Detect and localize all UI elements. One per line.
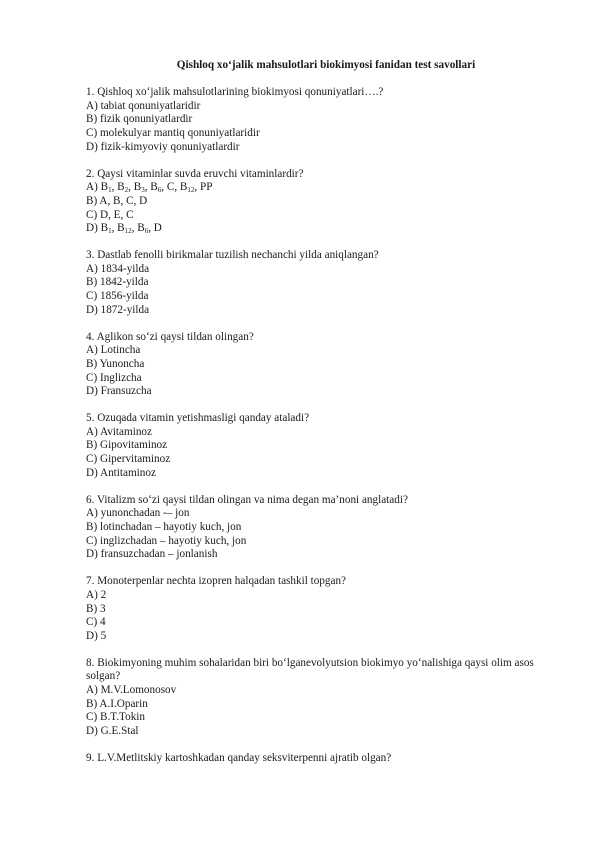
question-text: 2. Qaysi vitaminlar suvda eruvchi vitaminlardir?: [86, 167, 304, 180]
answer-option-a: A) tabiat qonuniyatlaridir: [86, 99, 201, 112]
answer-option-a: A) 1834-yilda: [86, 262, 150, 275]
answer-option-a: A) 2: [86, 588, 107, 601]
answer-option-c: C) D, E, C: [86, 208, 134, 221]
question-3: [86, 249, 556, 318]
answer-option-b: B) A, B, C, D: [86, 194, 148, 207]
answer-option-b: B) 1842-yilda: [86, 276, 149, 289]
answer-option-c: C) Inglizcha: [86, 371, 142, 384]
answer-option-c: C) molekulyar mantiq qonuniyatlaridir: [86, 127, 260, 140]
answer-option-a: A) yunonchadan -– jon: [86, 507, 190, 520]
answer-option-d: D) 5: [86, 629, 107, 642]
question-text: 9. L.V.Metlitskiy kartoshkadan qanday seksviterpenni ajratib olgan?: [86, 751, 392, 764]
answer-option-b: B) 3: [86, 602, 106, 615]
answer-option-d: D) Fransuzcha: [86, 385, 152, 398]
answer-option-c: C) 4: [86, 616, 106, 629]
question-text: 6. Vitalizm so‘zi qaysi tildan olingan va nima degan ma’noni anglatadi?: [86, 493, 408, 506]
answer-option-c: C) 1856-yilda: [86, 290, 149, 303]
question-1: [86, 86, 556, 155]
answer-option-d: D) $B_1$, $B_{12}$, $B_6$, D: [86, 222, 162, 236]
answer-option-d: D) fizik-kimyoviy qonuniyatlardir: [86, 140, 240, 153]
answer-option-d: D) Antitaminoz: [86, 466, 156, 479]
question-text: 7. Monoterpenlar nechta izopren halqadan tashkil topgan?: [86, 575, 347, 588]
answer-option-b: B) Yunoncha: [86, 357, 145, 370]
question-2: [86, 168, 556, 237]
document-title: Qishloq xo‘jalik mahsulotlari biokimyosi fanidan test savollari: [176, 59, 476, 71]
question-text: 4. Aglikon so‘zi qaysi tildan olingan?: [86, 330, 254, 343]
question-text: 3. Dastlab fenolli birikmalar tuzilish nechanchi yilda aniqlangan?: [86, 249, 379, 262]
answer-option-c: C) inglizchadan – hayotiy kuch, jon: [86, 534, 247, 547]
document-page: [86, 58, 556, 779]
question-4: [86, 331, 556, 400]
answer-option-b: B) lotinchadan – hayotiy kuch, jon: [86, 520, 242, 533]
question-9: [86, 752, 556, 766]
answer-option-c: C) B.T.Tokin: [86, 711, 145, 724]
answer-option-d: D) G.E.Stal: [86, 725, 139, 738]
question-5: [86, 412, 556, 481]
question-text: 5. Ozuqada vitamin yetishmasligi qanday ataladi?: [86, 412, 310, 425]
question-text: 8. Biokimyoning muhim sohalaridan biri bo‘lganevolyutsion biokimyo yo‘nalishiga qaysi olim asos solgan?: [86, 656, 534, 683]
answer-option-d: D) fransuzchadan – jonlanish: [86, 548, 218, 561]
answer-option-a: A) $B_1$, $B_2$, $B_3$, $B_6$, C, $B_{12}$, PP: [86, 181, 213, 195]
question-7: [86, 575, 556, 644]
answer-option-a: A) M.V.Lomonosov: [86, 684, 177, 697]
question-text: 1. Qishloq xo‘jalik mahsulotlarining biokimyosi qonuniyatlari….?: [86, 86, 384, 98]
answer-option-c: C) Gipervitaminoz: [86, 453, 171, 466]
answer-option-b: B) A.I.Oparin: [86, 697, 148, 710]
question-6: [86, 494, 556, 563]
answer-option-a: A) Avitaminoz: [86, 425, 152, 438]
question-8: [86, 657, 556, 739]
answer-option-b: B) Gipovitaminoz: [86, 439, 168, 452]
answer-option-b: B) fizik qonuniyatlardir: [86, 113, 193, 126]
answer-option-d: D) 1872-yilda: [86, 303, 150, 316]
answer-option-a: A) Lotincha: [86, 344, 141, 357]
